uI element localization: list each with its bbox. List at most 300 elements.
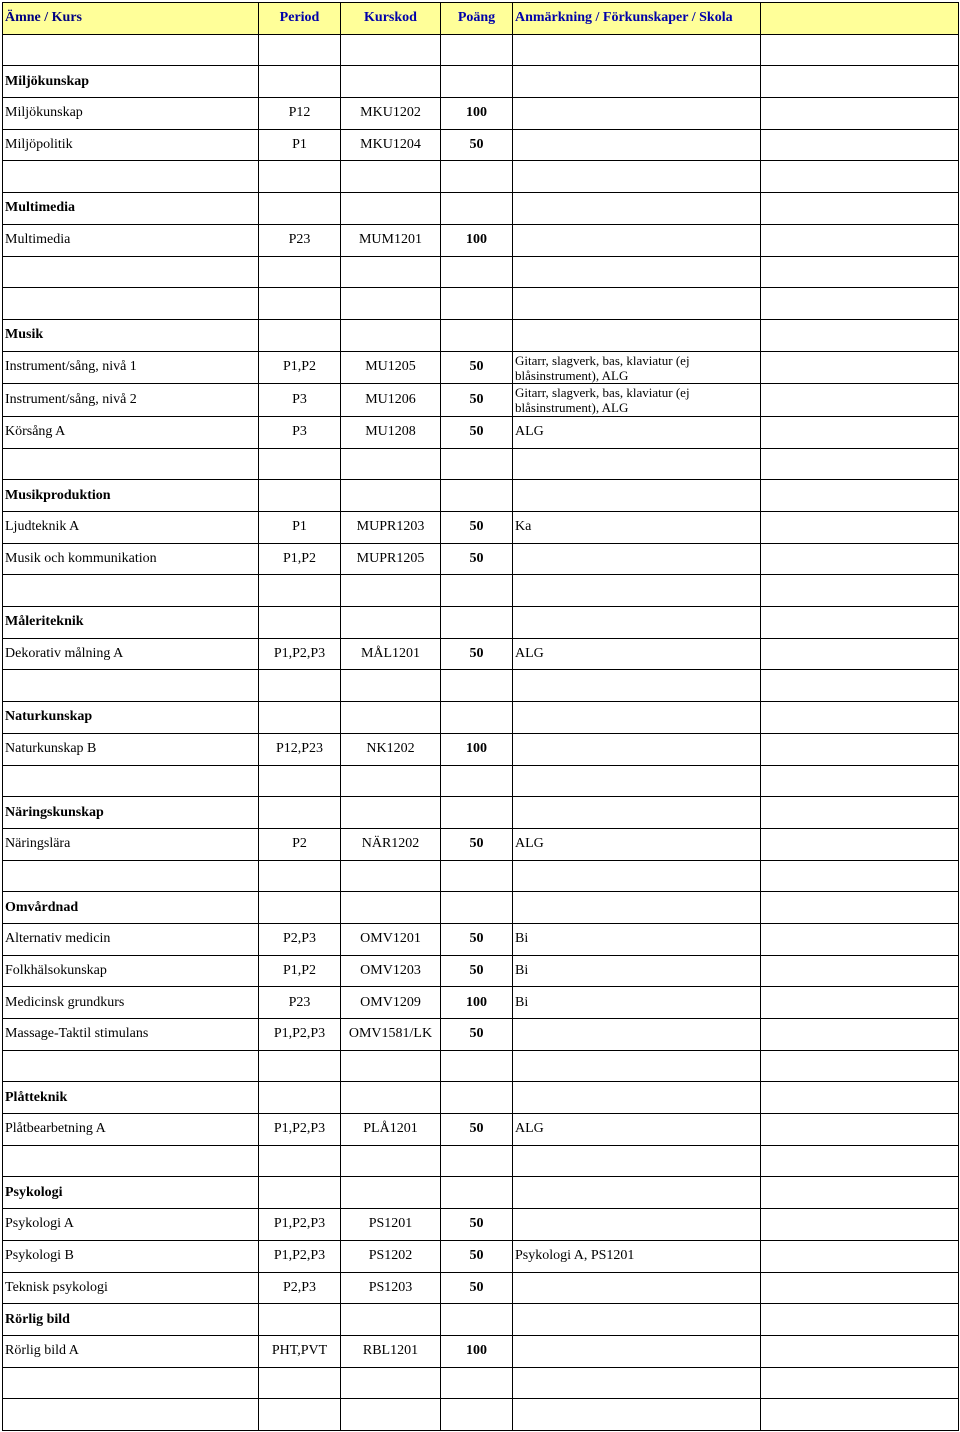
course-code: OMV1209: [341, 987, 441, 1019]
course-note: ALG: [513, 1114, 761, 1146]
empty-cell: [513, 765, 761, 797]
course-name: Ljudteknik A: [3, 512, 259, 544]
course-name: Plåtbearbetning A: [3, 1114, 259, 1146]
header-period: Period: [259, 3, 341, 35]
empty-row: [3, 256, 959, 288]
course-period: P3: [259, 384, 341, 417]
empty-cell: [3, 161, 259, 193]
section-row: [3, 1177, 959, 1209]
empty-cell: [341, 480, 441, 512]
section-title: Musikproduktion: [3, 480, 259, 512]
empty-cell: [761, 1209, 959, 1241]
section-row: [3, 480, 959, 512]
empty-cell: [3, 670, 259, 702]
empty-cell: [761, 416, 959, 448]
empty-cell: [441, 34, 513, 66]
course-name: Medicinsk grundkurs: [3, 987, 259, 1019]
empty-cell: [513, 702, 761, 734]
course-name: Psykologi B: [3, 1240, 259, 1272]
course-code: MUPR1205: [341, 543, 441, 575]
course-code: MU1206: [341, 384, 441, 417]
course-points: 50: [441, 512, 513, 544]
empty-cell: [761, 256, 959, 288]
empty-cell: [341, 1145, 441, 1177]
course-points: 50: [441, 955, 513, 987]
empty-row: [3, 765, 959, 797]
course-code: RBL1201: [341, 1335, 441, 1367]
course-period: P2,P3: [259, 1272, 341, 1304]
course-note: [513, 1209, 761, 1241]
table-row: [3, 512, 959, 544]
empty-cell: [761, 288, 959, 320]
section-row: [3, 319, 959, 351]
table-row: [3, 543, 959, 575]
empty-cell: [761, 1367, 959, 1399]
empty-cell: [761, 955, 959, 987]
table-row: [3, 733, 959, 765]
empty-cell: [761, 923, 959, 955]
section-title: Multimedia: [3, 193, 259, 225]
empty-cell: [761, 448, 959, 480]
empty-row: [3, 860, 959, 892]
empty-cell: [761, 193, 959, 225]
empty-cell: [341, 193, 441, 225]
table-body: [3, 34, 959, 1430]
course-name: Massage-Taktil stimulans: [3, 1019, 259, 1051]
empty-cell: [761, 1114, 959, 1146]
empty-cell: [3, 256, 259, 288]
empty-cell: [761, 1082, 959, 1114]
empty-cell: [259, 1399, 341, 1431]
table-row: [3, 828, 959, 860]
empty-cell: [441, 66, 513, 98]
course-code: MUM1201: [341, 224, 441, 256]
course-code: MKU1202: [341, 98, 441, 130]
empty-cell: [761, 161, 959, 193]
empty-cell: [259, 1082, 341, 1114]
empty-cell: [341, 575, 441, 607]
empty-cell: [441, 702, 513, 734]
empty-row: [3, 1145, 959, 1177]
header-row: [3, 3, 959, 35]
empty-cell: [441, 1050, 513, 1082]
course-period: P1,P2,P3: [259, 1209, 341, 1241]
empty-cell: [259, 575, 341, 607]
empty-cell: [513, 860, 761, 892]
empty-cell: [761, 1304, 959, 1336]
course-period: P1,P2,P3: [259, 1240, 341, 1272]
empty-cell: [341, 765, 441, 797]
empty-row: [3, 1399, 959, 1431]
empty-cell: [761, 34, 959, 66]
empty-cell: [441, 765, 513, 797]
course-note: [513, 129, 761, 161]
course-points: 50: [441, 1114, 513, 1146]
table-row: [3, 224, 959, 256]
empty-cell: [341, 448, 441, 480]
course-code: OMV1201: [341, 923, 441, 955]
section-title: Måleriteknik: [3, 607, 259, 639]
empty-cell: [441, 892, 513, 924]
empty-cell: [513, 670, 761, 702]
section-title: Rörlig bild: [3, 1304, 259, 1336]
empty-cell: [761, 1050, 959, 1082]
empty-cell: [3, 448, 259, 480]
empty-cell: [341, 702, 441, 734]
empty-cell: [341, 161, 441, 193]
empty-cell: [259, 670, 341, 702]
empty-cell: [441, 1399, 513, 1431]
empty-cell: [513, 797, 761, 829]
empty-row: [3, 575, 959, 607]
empty-cell: [761, 480, 959, 512]
course-points: 100: [441, 1335, 513, 1367]
empty-cell: [513, 193, 761, 225]
course-note: ALG: [513, 828, 761, 860]
empty-cell: [259, 702, 341, 734]
empty-cell: [513, 448, 761, 480]
empty-cell: [761, 1019, 959, 1051]
empty-cell: [341, 288, 441, 320]
empty-cell: [761, 670, 959, 702]
course-code: NÄR1202: [341, 828, 441, 860]
course-name: Folkhälsokunskap: [3, 955, 259, 987]
empty-cell: [259, 34, 341, 66]
empty-cell: [341, 34, 441, 66]
empty-cell: [259, 1304, 341, 1336]
empty-cell: [761, 129, 959, 161]
empty-cell: [761, 1145, 959, 1177]
course-points: 100: [441, 987, 513, 1019]
section-title: Plåtteknik: [3, 1082, 259, 1114]
section-row: [3, 797, 959, 829]
table-row: [3, 98, 959, 130]
empty-cell: [341, 797, 441, 829]
section-title: Näringskunskap: [3, 797, 259, 829]
course-name: Rörlig bild A: [3, 1335, 259, 1367]
empty-row: [3, 670, 959, 702]
header-points: Poäng: [441, 3, 513, 35]
section-title: Omvårdnad: [3, 892, 259, 924]
table-row: [3, 923, 959, 955]
course-code: PLÅ1201: [341, 1114, 441, 1146]
table-row: [3, 1019, 959, 1051]
empty-cell: [761, 512, 959, 544]
empty-cell: [761, 987, 959, 1019]
empty-cell: [761, 1177, 959, 1209]
empty-cell: [3, 1050, 259, 1082]
empty-cell: [761, 1272, 959, 1304]
course-name: Instrument/sång, nivå 1: [3, 351, 259, 384]
header-subject: Ämne / Kurs: [3, 3, 259, 35]
empty-cell: [341, 1082, 441, 1114]
course-name: Musik och kommunikation: [3, 543, 259, 575]
section-row: [3, 702, 959, 734]
empty-cell: [259, 448, 341, 480]
empty-cell: [259, 860, 341, 892]
empty-cell: [513, 1367, 761, 1399]
course-period: P1: [259, 512, 341, 544]
course-note: [513, 1019, 761, 1051]
empty-cell: [761, 224, 959, 256]
header-note: Anmärkning / Förkunskaper / Skola: [513, 3, 761, 35]
empty-cell: [761, 351, 959, 384]
empty-cell: [259, 765, 341, 797]
section-row: [3, 607, 959, 639]
section-title: Psykologi: [3, 1177, 259, 1209]
empty-cell: [341, 1399, 441, 1431]
table-row: [3, 987, 959, 1019]
table-row: [3, 1335, 959, 1367]
course-code: PS1203: [341, 1272, 441, 1304]
empty-cell: [341, 670, 441, 702]
empty-cell: [441, 797, 513, 829]
empty-cell: [259, 193, 341, 225]
course-note: Ka: [513, 512, 761, 544]
empty-cell: [761, 797, 959, 829]
empty-cell: [441, 288, 513, 320]
empty-cell: [3, 575, 259, 607]
empty-row: [3, 448, 959, 480]
course-period: P1: [259, 129, 341, 161]
course-points: 100: [441, 224, 513, 256]
empty-cell: [341, 319, 441, 351]
section-row: [3, 193, 959, 225]
course-code: MÅL1201: [341, 638, 441, 670]
course-points: 50: [441, 1272, 513, 1304]
empty-cell: [513, 288, 761, 320]
course-name: Multimedia: [3, 224, 259, 256]
empty-cell: [441, 1145, 513, 1177]
course-points: 50: [441, 384, 513, 417]
empty-cell: [761, 860, 959, 892]
empty-cell: [761, 543, 959, 575]
empty-cell: [513, 607, 761, 639]
course-period: P23: [259, 224, 341, 256]
course-period: P1,P2: [259, 351, 341, 384]
section-title: Musik: [3, 319, 259, 351]
empty-row: [3, 1050, 959, 1082]
table-row: [3, 1272, 959, 1304]
empty-cell: [259, 607, 341, 639]
course-name: Näringslära: [3, 828, 259, 860]
course-period: P1,P2,P3: [259, 638, 341, 670]
course-period: P2: [259, 828, 341, 860]
empty-cell: [259, 66, 341, 98]
empty-cell: [513, 319, 761, 351]
course-points: 50: [441, 923, 513, 955]
empty-cell: [441, 480, 513, 512]
course-note: Gitarr, slagverk, bas, klaviatur (ej blåsinstrument), ALG: [513, 384, 761, 417]
empty-cell: [441, 670, 513, 702]
empty-cell: [341, 1177, 441, 1209]
empty-cell: [761, 607, 959, 639]
empty-cell: [259, 161, 341, 193]
course-name: Dekorativ målning A: [3, 638, 259, 670]
empty-cell: [259, 892, 341, 924]
empty-cell: [3, 765, 259, 797]
course-note: [513, 224, 761, 256]
empty-cell: [441, 1177, 513, 1209]
empty-cell: [441, 256, 513, 288]
empty-cell: [441, 1367, 513, 1399]
empty-row: [3, 1367, 959, 1399]
course-points: 50: [441, 129, 513, 161]
course-note: Psykologi A, PS1201: [513, 1240, 761, 1272]
empty-cell: [513, 1050, 761, 1082]
empty-cell: [259, 1145, 341, 1177]
empty-cell: [341, 66, 441, 98]
course-points: 50: [441, 828, 513, 860]
course-points: 50: [441, 351, 513, 384]
course-note: [513, 733, 761, 765]
course-code: MU1208: [341, 416, 441, 448]
empty-cell: [441, 448, 513, 480]
empty-cell: [3, 860, 259, 892]
course-period: P1,P2: [259, 955, 341, 987]
empty-cell: [761, 765, 959, 797]
empty-cell: [513, 161, 761, 193]
header-code: Kurskod: [341, 3, 441, 35]
empty-cell: [513, 34, 761, 66]
course-name: Instrument/sång, nivå 2: [3, 384, 259, 417]
empty-cell: [3, 1399, 259, 1431]
empty-cell: [761, 1335, 959, 1367]
empty-cell: [513, 1399, 761, 1431]
empty-cell: [761, 828, 959, 860]
empty-cell: [259, 288, 341, 320]
course-note: Bi: [513, 923, 761, 955]
empty-cell: [761, 702, 959, 734]
course-table: [2, 2, 959, 1431]
course-code: MUPR1203: [341, 512, 441, 544]
empty-row: [3, 288, 959, 320]
course-name: Miljöpolitik: [3, 129, 259, 161]
course-code: MU1205: [341, 351, 441, 384]
empty-cell: [441, 575, 513, 607]
course-code: MKU1204: [341, 129, 441, 161]
empty-cell: [441, 860, 513, 892]
course-period: PHT,PVT: [259, 1335, 341, 1367]
empty-cell: [513, 1082, 761, 1114]
empty-cell: [259, 797, 341, 829]
course-note: Gitarr, slagverk, bas, klaviatur (ej blåsinstrument), ALG: [513, 351, 761, 384]
empty-cell: [761, 575, 959, 607]
course-name: Teknisk psykologi: [3, 1272, 259, 1304]
course-code: NK1202: [341, 733, 441, 765]
empty-cell: [259, 480, 341, 512]
empty-cell: [259, 256, 341, 288]
empty-cell: [441, 319, 513, 351]
empty-cell: [513, 1145, 761, 1177]
course-period: P1,P2,P3: [259, 1114, 341, 1146]
course-note: ALG: [513, 638, 761, 670]
empty-cell: [761, 892, 959, 924]
empty-cell: [441, 161, 513, 193]
course-points: 50: [441, 543, 513, 575]
table-row: [3, 384, 959, 417]
header-extra: [761, 3, 959, 35]
empty-cell: [441, 193, 513, 225]
empty-cell: [513, 256, 761, 288]
section-row: [3, 892, 959, 924]
empty-cell: [341, 1367, 441, 1399]
course-note: Bi: [513, 987, 761, 1019]
course-points: 50: [441, 1240, 513, 1272]
course-code: OMV1203: [341, 955, 441, 987]
empty-cell: [513, 480, 761, 512]
empty-cell: [761, 66, 959, 98]
empty-cell: [259, 1367, 341, 1399]
course-code: PS1202: [341, 1240, 441, 1272]
course-name: Körsång A: [3, 416, 259, 448]
empty-cell: [761, 98, 959, 130]
course-points: 50: [441, 1209, 513, 1241]
empty-cell: [761, 1240, 959, 1272]
empty-cell: [3, 34, 259, 66]
table-row: [3, 955, 959, 987]
table-row: [3, 638, 959, 670]
section-row: [3, 1082, 959, 1114]
course-name: Miljökunskap: [3, 98, 259, 130]
section-row: [3, 1304, 959, 1336]
course-points: 50: [441, 416, 513, 448]
course-note: [513, 543, 761, 575]
empty-cell: [513, 575, 761, 607]
empty-cell: [259, 1177, 341, 1209]
empty-cell: [341, 607, 441, 639]
course-note: ALG: [513, 416, 761, 448]
section-row: [3, 66, 959, 98]
empty-cell: [761, 384, 959, 417]
empty-cell: [441, 1304, 513, 1336]
empty-row: [3, 161, 959, 193]
course-period: P2,P3: [259, 923, 341, 955]
empty-row: [3, 34, 959, 66]
course-points: 50: [441, 1019, 513, 1051]
course-note: [513, 98, 761, 130]
course-name: Alternativ medicin: [3, 923, 259, 955]
course-code: PS1201: [341, 1209, 441, 1241]
empty-cell: [513, 1177, 761, 1209]
empty-cell: [761, 733, 959, 765]
section-title: Miljökunskap: [3, 66, 259, 98]
course-name: Naturkunskap B: [3, 733, 259, 765]
empty-cell: [341, 860, 441, 892]
section-title: Naturkunskap: [3, 702, 259, 734]
empty-cell: [3, 1367, 259, 1399]
table-row: [3, 351, 959, 384]
course-note: Bi: [513, 955, 761, 987]
course-period: P3: [259, 416, 341, 448]
course-period: P1,P2,P3: [259, 1019, 341, 1051]
empty-cell: [761, 319, 959, 351]
course-code: OMV1581/LK: [341, 1019, 441, 1051]
table-row: [3, 416, 959, 448]
empty-cell: [341, 892, 441, 924]
course-period: P12,P23: [259, 733, 341, 765]
empty-cell: [341, 1050, 441, 1082]
course-points: 100: [441, 98, 513, 130]
course-note: [513, 1335, 761, 1367]
empty-cell: [513, 66, 761, 98]
empty-cell: [761, 1399, 959, 1431]
empty-cell: [761, 638, 959, 670]
empty-cell: [441, 1082, 513, 1114]
course-period: P1,P2: [259, 543, 341, 575]
course-name: Psykologi A: [3, 1209, 259, 1241]
empty-cell: [259, 1050, 341, 1082]
